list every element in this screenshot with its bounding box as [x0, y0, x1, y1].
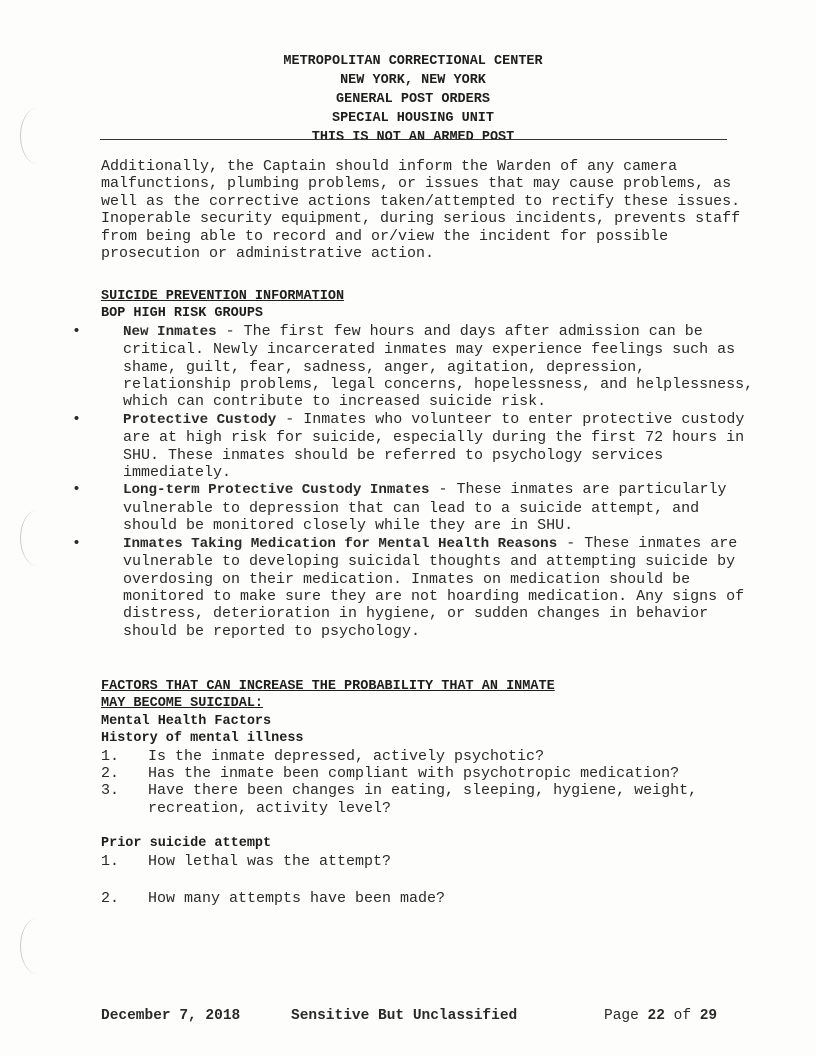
footer-classification: Sensitive But Unclassified [291, 1008, 518, 1024]
list-item [72, 481, 761, 535]
list-item [101, 890, 761, 907]
of-word: of [673, 1008, 692, 1024]
prior-attempt-heading: Prior suicide attempt [101, 836, 272, 852]
suicide-prevention-section [72, 288, 761, 640]
item-term: Inmates Taking Medication for Mental Health Reasons [123, 535, 558, 552]
list-item [72, 410, 761, 482]
factors-subtitle: Mental Health Factors [101, 713, 272, 729]
header-post-status: THIS IS NOT AN ARMED POST [311, 130, 515, 145]
item-term: Protective Custody [123, 411, 277, 428]
header-unit: SPECIAL HOUSING UNIT [331, 111, 495, 126]
item-text: Is the inmate depressed, actively psychotic? [148, 747, 545, 765]
list-item [101, 748, 761, 765]
high-risk-groups-list [72, 322, 761, 640]
header-facility: METROPOLITAN CORRECTIONAL CENTER [283, 54, 543, 69]
page-word: Page [604, 1008, 639, 1024]
punch-hole-mark-bottom [20, 918, 55, 974]
section-subtitle: BOP HIGH RISK GROUPS [101, 306, 264, 322]
document-header [100, 52, 726, 147]
header-doc-type: GENERAL POST ORDERS [336, 92, 490, 107]
item-term: New Inmates [123, 323, 217, 340]
item-term: Long-term Protective Custody Inmates [123, 482, 430, 499]
item-number: 2. [101, 890, 120, 908]
factors-title-line2: MAY BECOME SUICIDAL: [101, 696, 264, 712]
item-number: 2. [101, 765, 120, 783]
item-text: Has the inmate been compliant with psychotropic medication? [148, 765, 680, 783]
intro-paragraph: Additionally, the Captain should inform the Warden of any camera malfunctions, plumbing problems, or issues that may cause problems, as well as the corrective actions taken/attempted to rectify these issues. Inoperable security equipment, during serious incidents, prevents staff from being able to record and or/view the incident for possible prosecution or administrative action. [101, 158, 741, 263]
item-text: How many attempts have been made? [148, 890, 446, 908]
header-location: NEW YORK, NEW YORK [340, 73, 486, 88]
list-item [101, 853, 761, 870]
item-text: - These inmates are vulnerable to developing suicidal thoughts and attempting suicide by overdosing on their medication. Inmates on medication should be monitored to make sure they are not hoarding medication. Any signs of distress, deterioration in hygiene, or sudden changes in behavior should be reported to psychology. [123, 534, 745, 640]
prior-attempt-questions [101, 853, 761, 908]
bullet-icon: • [72, 322, 82, 340]
item-text: - These inmates are particularly vulnerable to depression that can lead to a suicide attempt, and should be monitored closely while they are in SHU. [123, 481, 727, 535]
history-heading: History of mental illness [101, 731, 304, 747]
header-divider [100, 139, 727, 140]
page-current: 22 [647, 1008, 665, 1024]
factors-title-line1: FACTORS THAT CAN INCREASE THE PROBABILITY THAT AN INMATE [101, 679, 555, 694]
list-item [101, 782, 761, 817]
bullet-icon: • [72, 410, 82, 428]
item-text: Have there been changes in eating, sleeping, hygiene, weight, recreation, activity level? [148, 782, 698, 817]
page-number [604, 1008, 717, 1024]
list-item [72, 534, 761, 640]
bullet-icon: • [72, 481, 82, 499]
list-item [72, 322, 761, 411]
bullet-icon: • [72, 534, 82, 552]
history-questions [101, 748, 761, 818]
footer-date: December 7, 2018 [101, 1008, 241, 1024]
page-total: 29 [699, 1008, 718, 1024]
item-number: 1. [101, 852, 120, 870]
punch-hole-mark-middle [20, 510, 55, 566]
punch-hole-mark-top [20, 108, 55, 164]
section-title: SUICIDE PREVENTION INFORMATION [101, 289, 345, 304]
list-item [101, 765, 761, 782]
item-number: 3. [101, 782, 120, 800]
item-number: 1. [101, 747, 120, 765]
item-text: How lethal was the attempt? [148, 852, 392, 870]
factors-section [101, 678, 761, 907]
item-text: - Inmates who volunteer to enter protective custody are at high risk for suicide, especially during the first 72 hours in SHU. These inmates should be referred to psychology services immediately. [123, 410, 745, 482]
item-text: - The first few hours and days after admission can be critical. Newly incarcerated inmates may experience feelings such as shame, guilt, fear, sadness, anger, agitation, depression, relationship problems, legal concerns, hopelessness, and helplessness, which can contribute to increased suicide risk. [123, 322, 754, 411]
